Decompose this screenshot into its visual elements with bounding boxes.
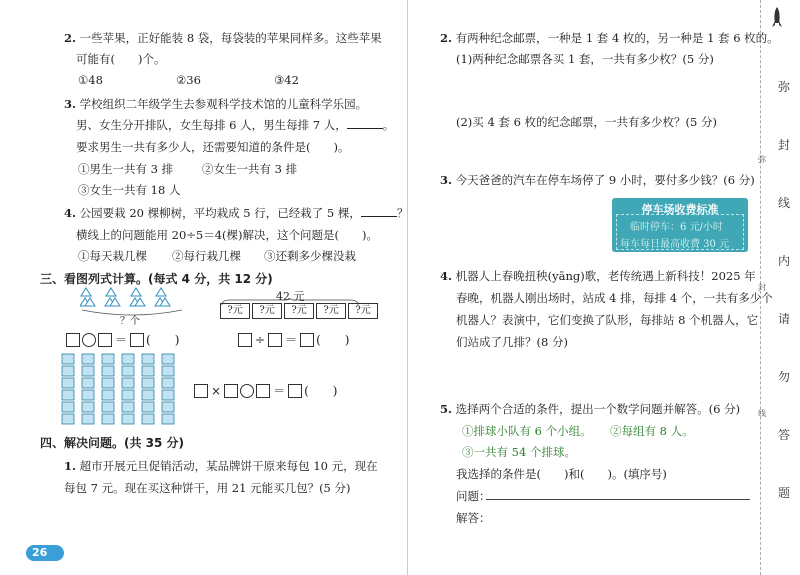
seal-char: 勿	[778, 370, 791, 384]
seal-char: 封	[778, 138, 791, 152]
answer-blank[interactable]	[347, 118, 383, 129]
blank-box[interactable]	[98, 333, 112, 347]
equals-sign: ＝	[115, 333, 128, 347]
sign-line-1: 临时停车：6 元/小时	[630, 222, 723, 233]
seal-char: 线	[778, 196, 791, 210]
left-q3-option-2: ②女生一共有 3 排	[202, 162, 298, 176]
right-q4-line3: 机器人？表演中，它们变换了队形，每排站 8 个机器人，它	[456, 313, 759, 327]
seal-char: 内	[778, 254, 791, 268]
triangle-group	[130, 288, 145, 306]
answer-label: 解答：	[456, 511, 491, 525]
left-q4-option-1: ①每天栽几棵	[78, 249, 147, 263]
blank-box[interactable]	[130, 333, 144, 347]
unit-parentheses[interactable]: ( )	[146, 333, 180, 347]
left-s4-q1-line1: 1. 超市开展元旦促销活动，某品牌饼干原来每包 10 元，现在	[64, 459, 378, 473]
left-q4-option-3: ③还剩多少棵没栽	[264, 249, 356, 263]
left-q4-line2: 横线上的问题能用 20÷5＝4(棵)解决，这个问题是( )。	[76, 228, 379, 242]
section4-title: 四、解决问题。(共 35 分)	[40, 436, 185, 450]
triangle-group	[80, 288, 95, 306]
triangle-group	[105, 288, 120, 306]
question-answer-line[interactable]	[486, 498, 750, 500]
operator-circle[interactable]	[240, 384, 254, 398]
left-q4-option-2: ②每行栽几棵	[172, 249, 241, 263]
page-number-badge: 26	[26, 545, 64, 561]
seal-small-char: 弥	[758, 155, 766, 164]
right-q2-line2: (1)两种纪念邮票各买 1 套，一共有多少枚？(5 分)	[456, 52, 714, 66]
seal-small-char: 封	[758, 283, 766, 292]
left-q3-option-3: ③女生一共有 18 人	[78, 183, 181, 197]
section3-title: 三、看图列式计算。(每式 4 分，共 12 分)	[40, 272, 273, 286]
blank-box[interactable]	[224, 384, 238, 398]
equation-row-1[interactable]	[66, 331, 179, 348]
chairs-picture	[60, 352, 184, 428]
price-box: ?元	[316, 303, 346, 319]
equals-sign: ＝	[273, 384, 286, 398]
triangle-group	[155, 288, 170, 306]
price-box: ?元	[284, 303, 314, 319]
left-q3-line2: 男、女生分开排队，女生每排 6 人，男生每排 7 人， 。	[76, 118, 395, 132]
left-q3-line3: 要求男生一共有多少人，还需要知道的条件是( )。	[76, 140, 350, 154]
condition-1[interactable]: ①排球小队有 6 个小组。	[462, 424, 592, 438]
page-divider	[407, 0, 408, 575]
blank-box[interactable]	[66, 333, 80, 347]
left-q2-option-3: ③42	[274, 73, 299, 87]
answer-blank[interactable]	[361, 206, 397, 217]
divide-sign: ÷	[255, 332, 266, 347]
blank-box[interactable]	[288, 384, 302, 398]
right-q4-line2: 春晚，机器人刚出场时，站成 4 排，每排 4 个，一共有多少个	[456, 291, 773, 305]
right-q4-line1: 4. 机器人上春晚扭秧(yāng)歌，老传统遇上新科技！2025 年	[440, 269, 756, 283]
parking-fee-sign	[612, 198, 748, 252]
operator-circle[interactable]	[82, 333, 96, 347]
left-q2-option-1: ①48	[78, 73, 103, 87]
right-q2-line1: 2. 有两种纪念邮票，一种是 1 套 4 枚的，另一种是 1 套 6 枚的。	[440, 31, 779, 45]
equals-sign: ＝	[285, 333, 298, 347]
price-box: ?元	[348, 303, 378, 319]
left-s4-q1-line2: 每包 7 元。现在买这种饼干，用 21 元能买几包？(5 分)	[64, 481, 351, 495]
total-price-label: 42 元	[276, 290, 305, 303]
blank-box[interactable]	[238, 333, 252, 347]
unit-parentheses[interactable]: ( )	[316, 333, 350, 347]
blank-box[interactable]	[268, 333, 282, 347]
seal-char: 答	[778, 428, 791, 442]
right-q3-line1: 3. 今天爸爸的汽车在停车场停了 9 小时，要付多少钱？(6 分)	[440, 173, 755, 187]
left-q2-option-2: ②36	[176, 73, 201, 87]
condition-2[interactable]: ②每组有 8 人。	[610, 424, 694, 438]
price-box: ?元	[220, 303, 250, 319]
blank-box[interactable]	[256, 384, 270, 398]
choose-conditions: 我选择的条件是( )和( )。(填序号)	[456, 467, 667, 481]
condition-3[interactable]: ③一共有 54 个排球。	[462, 445, 576, 459]
triangle-question-label: ？个	[120, 316, 140, 327]
price-boxes	[220, 303, 380, 319]
left-q4-line1: 4. 公园要栽 20 棵柳树，平均栽成 5 行，已经栽了 5 棵， ？	[64, 206, 409, 220]
left-q3-line1: 3. 学校组织二年级学生去参观科学技术馆的儿童科学乐园。	[64, 97, 368, 111]
seal-small-char: 线	[758, 409, 766, 418]
seal-char: 请	[778, 312, 791, 326]
equation-row-3[interactable]	[194, 382, 337, 399]
price-box: ?元	[252, 303, 282, 319]
blank-box[interactable]	[194, 384, 208, 398]
right-q5-line1: 5. 选择两个合适的条件，提出一个数学问题并解答。(6 分)	[440, 402, 741, 416]
left-q2-line1: 2. 一些苹果，正好能装 8 袋，每袋装的苹果同样多。这些苹果	[64, 31, 382, 45]
rocket-icon	[770, 6, 784, 30]
equation-row-2[interactable]	[238, 331, 349, 348]
right-q2-line3: (2)买 4 套 6 枚的纪念邮票，一共有多少枚？(5 分)	[456, 115, 717, 129]
seal-char: 弥	[778, 80, 791, 94]
blank-box[interactable]	[300, 333, 314, 347]
sign-title: 停车场收费标准	[641, 203, 719, 216]
unit-parentheses[interactable]: ( )	[304, 384, 338, 398]
multiply-sign: ×	[211, 383, 222, 398]
left-q2-line2: 可能有( )个。	[76, 52, 166, 66]
sign-line-2: 每车每日最高收费 30 元	[620, 239, 730, 250]
left-q3-option-1: ①男生一共有 3 排	[78, 162, 174, 176]
seal-char: 题	[778, 486, 791, 500]
right-q4-line4: 们站成了几排？(8 分)	[456, 335, 568, 349]
question-label: 问题：	[456, 489, 491, 503]
